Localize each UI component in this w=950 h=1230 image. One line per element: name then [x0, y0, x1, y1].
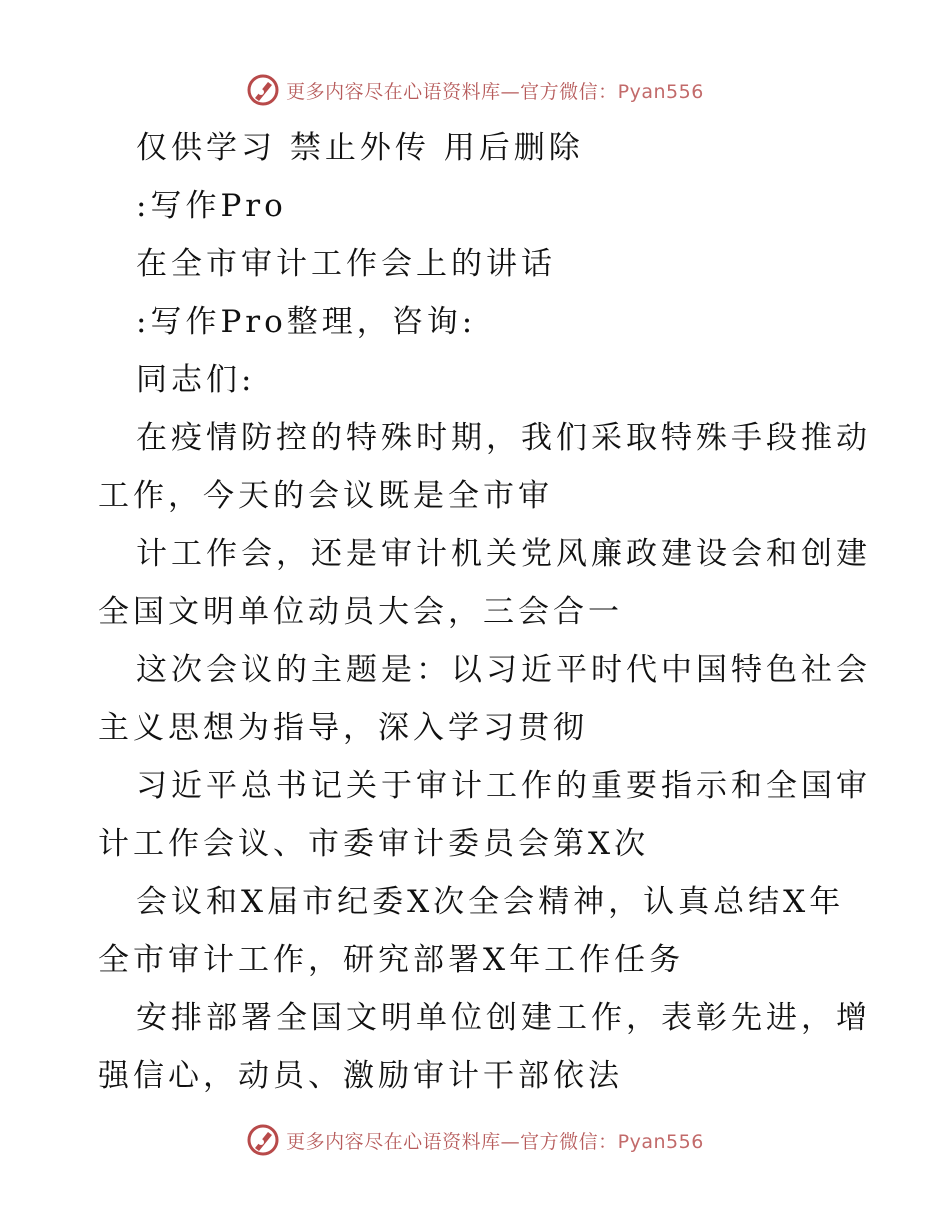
watermark-text: 更多内容尽在心语资料库—官方微信：Pyan556 — [286, 80, 704, 103]
paragraph-line: 在疫情防控的特殊时期，我们采取特殊手段推动 — [136, 420, 871, 456]
paragraph-line: 计工作会议、市委审计委员会第X次 — [98, 826, 650, 862]
paragraph-line: 工作，今天的会议既是全市审 — [98, 478, 553, 514]
pen-logo-icon — [246, 1123, 280, 1157]
paragraph-line: 计工作会，还是审计机关党风廉政建设会和创建 — [136, 536, 871, 572]
salutation: 同志们: — [136, 362, 256, 398]
paragraph-line: 安排部署全国文明单位创建工作，表彰先进，增 — [136, 1000, 871, 1036]
document-body — [0, 119, 950, 1105]
document-title: 在全市审计工作会上的讲话 — [136, 246, 556, 282]
header-watermark-banner — [0, 70, 950, 110]
paragraph-line: 强信心，动员、激励审计干部依法 — [98, 1058, 623, 1094]
paragraph-line: 这次会议的主题是：以习近平时代中国特色社会 — [136, 652, 871, 688]
pen-logo-icon — [246, 73, 280, 107]
editor-line: :写作Pro整理，咨询: — [136, 304, 477, 340]
author-line: :写作Pro — [136, 188, 287, 224]
paragraph-line: 会议和X届市纪委X次全会精神，认真总结X年 — [136, 884, 845, 920]
paragraph-line: 全国文明单位动员大会，三会合一 — [98, 594, 623, 630]
paragraph-line: 习近平总书记关于审计工作的重要指示和全国审 — [136, 768, 871, 804]
notice-line: 仅供学习 禁止外传 用后删除 — [136, 130, 584, 166]
paragraph-line: 全市审计工作，研究部署X年工作任务 — [98, 942, 685, 978]
paragraph-line: 主义思想为指导，深入学习贯彻 — [98, 710, 588, 746]
footer-watermark-banner — [0, 1120, 950, 1160]
watermark-text: 更多内容尽在心语资料库—官方微信：Pyan556 — [286, 1130, 704, 1153]
